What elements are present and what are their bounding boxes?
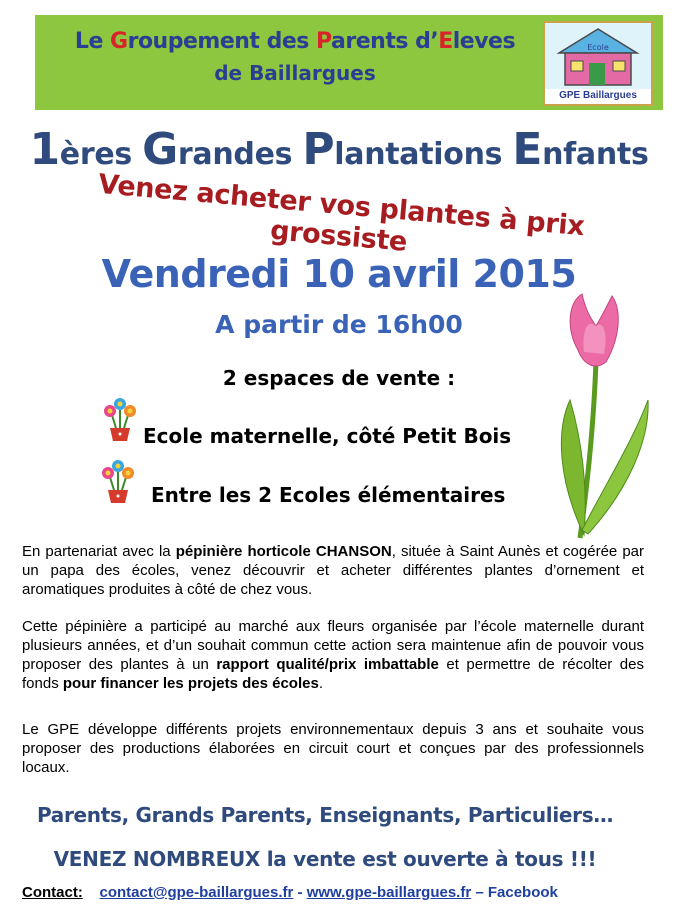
banner-title-part: G — [110, 29, 128, 54]
text-run: En partenariat avec la — [22, 543, 176, 560]
event-headline — [0, 124, 678, 175]
headline-part: 1 — [29, 124, 60, 175]
banner-title-part: Le — [74, 29, 111, 54]
paragraph-gpe-projects — [22, 720, 644, 777]
paragraph-nursery — [22, 617, 644, 693]
call-to-action: VENEZ NOMBREUX la vente est ouverte à tous !!! — [53, 847, 597, 871]
headline-part: ères — [59, 137, 143, 172]
paragraph-partnership — [22, 542, 644, 599]
event-subheadline: Venez acheter vos plantes à prix grossiste — [97, 168, 586, 258]
bold-text-run: rapport qualité/prix imbattable — [216, 656, 439, 673]
bold-text-run: pour financer les projets des écoles — [62, 675, 319, 692]
contact-separator: - — [293, 884, 307, 901]
banner-subtitle: de Baillargues — [214, 61, 376, 85]
banner-title-part: arents d’ — [331, 29, 439, 54]
website-link[interactable]: www.gpe-baillargues.fr — [306, 884, 472, 901]
text-run: , située à Saint Aunès et cogérée par un papa des écoles, venez découvrir et acheter différentes plantes d’ornement et aromatiques produites à côté de chez vous. — [22, 543, 645, 598]
sales-spaces-title: 2 espaces de vente : — [222, 366, 456, 390]
headline-part: P — [302, 124, 335, 175]
banner-title-part: E — [438, 29, 453, 54]
contact-label: Contact: — [22, 884, 83, 901]
headline-part: lantations — [334, 137, 513, 172]
headline-part: nfants — [542, 137, 649, 172]
text-run: . — [318, 675, 323, 692]
text-run: et permettre de récolter des fonds — [22, 656, 644, 692]
header-banner — [35, 15, 663, 110]
event-time: A partir de 16h00 — [215, 310, 463, 339]
headline-part: randes — [177, 137, 303, 172]
tulip-icon — [548, 290, 658, 540]
gpe-logo — [543, 21, 653, 106]
flower-pot-icon — [100, 458, 136, 504]
facebook-link[interactable]: Facebook — [487, 884, 558, 901]
school-house-icon — [545, 23, 651, 89]
headline-part: G — [142, 124, 178, 175]
banner-title — [35, 29, 555, 54]
contact-separator: – — [471, 884, 488, 901]
banner-title-part: P — [316, 29, 332, 54]
logo-label: GPE Baillargues — [559, 90, 637, 101]
audience-line: Parents, Grands Parents, Enseignants, Particuliers… — [36, 803, 614, 827]
sales-space-item: Entre les 2 Ecoles élémentaires — [151, 483, 506, 507]
banner-title-part: leves — [452, 29, 516, 54]
sales-space-item: Ecole maternelle, côté Petit Bois — [143, 424, 512, 448]
text-run: Cette pépinière a participé au marché aux fleurs organisée par l’école maternelle durant plusieurs années, et d’un souhait commun cette action sera maintenue afin de pouvoir vous proposer des plantes à un — [22, 618, 644, 673]
contact-email-link[interactable]: contact@gpe-baillargues.fr — [99, 884, 294, 901]
flower-pot-icon — [102, 396, 138, 442]
banner-title-part: roupement des — [127, 29, 316, 54]
bold-text-run: pépinière horticole CHANSON — [175, 543, 392, 560]
svg-text:Ecole: Ecole — [587, 43, 609, 52]
contact-line — [22, 884, 558, 901]
event-date: Vendredi 10 avril 2015 — [101, 252, 577, 296]
text-run: Le GPE développe différents projets environnementaux depuis 3 ans et souhaite vous proposer des productions élaborées en circuit court et conçues par des professionnels locaux. — [22, 721, 644, 776]
headline-part: E — [512, 124, 543, 175]
